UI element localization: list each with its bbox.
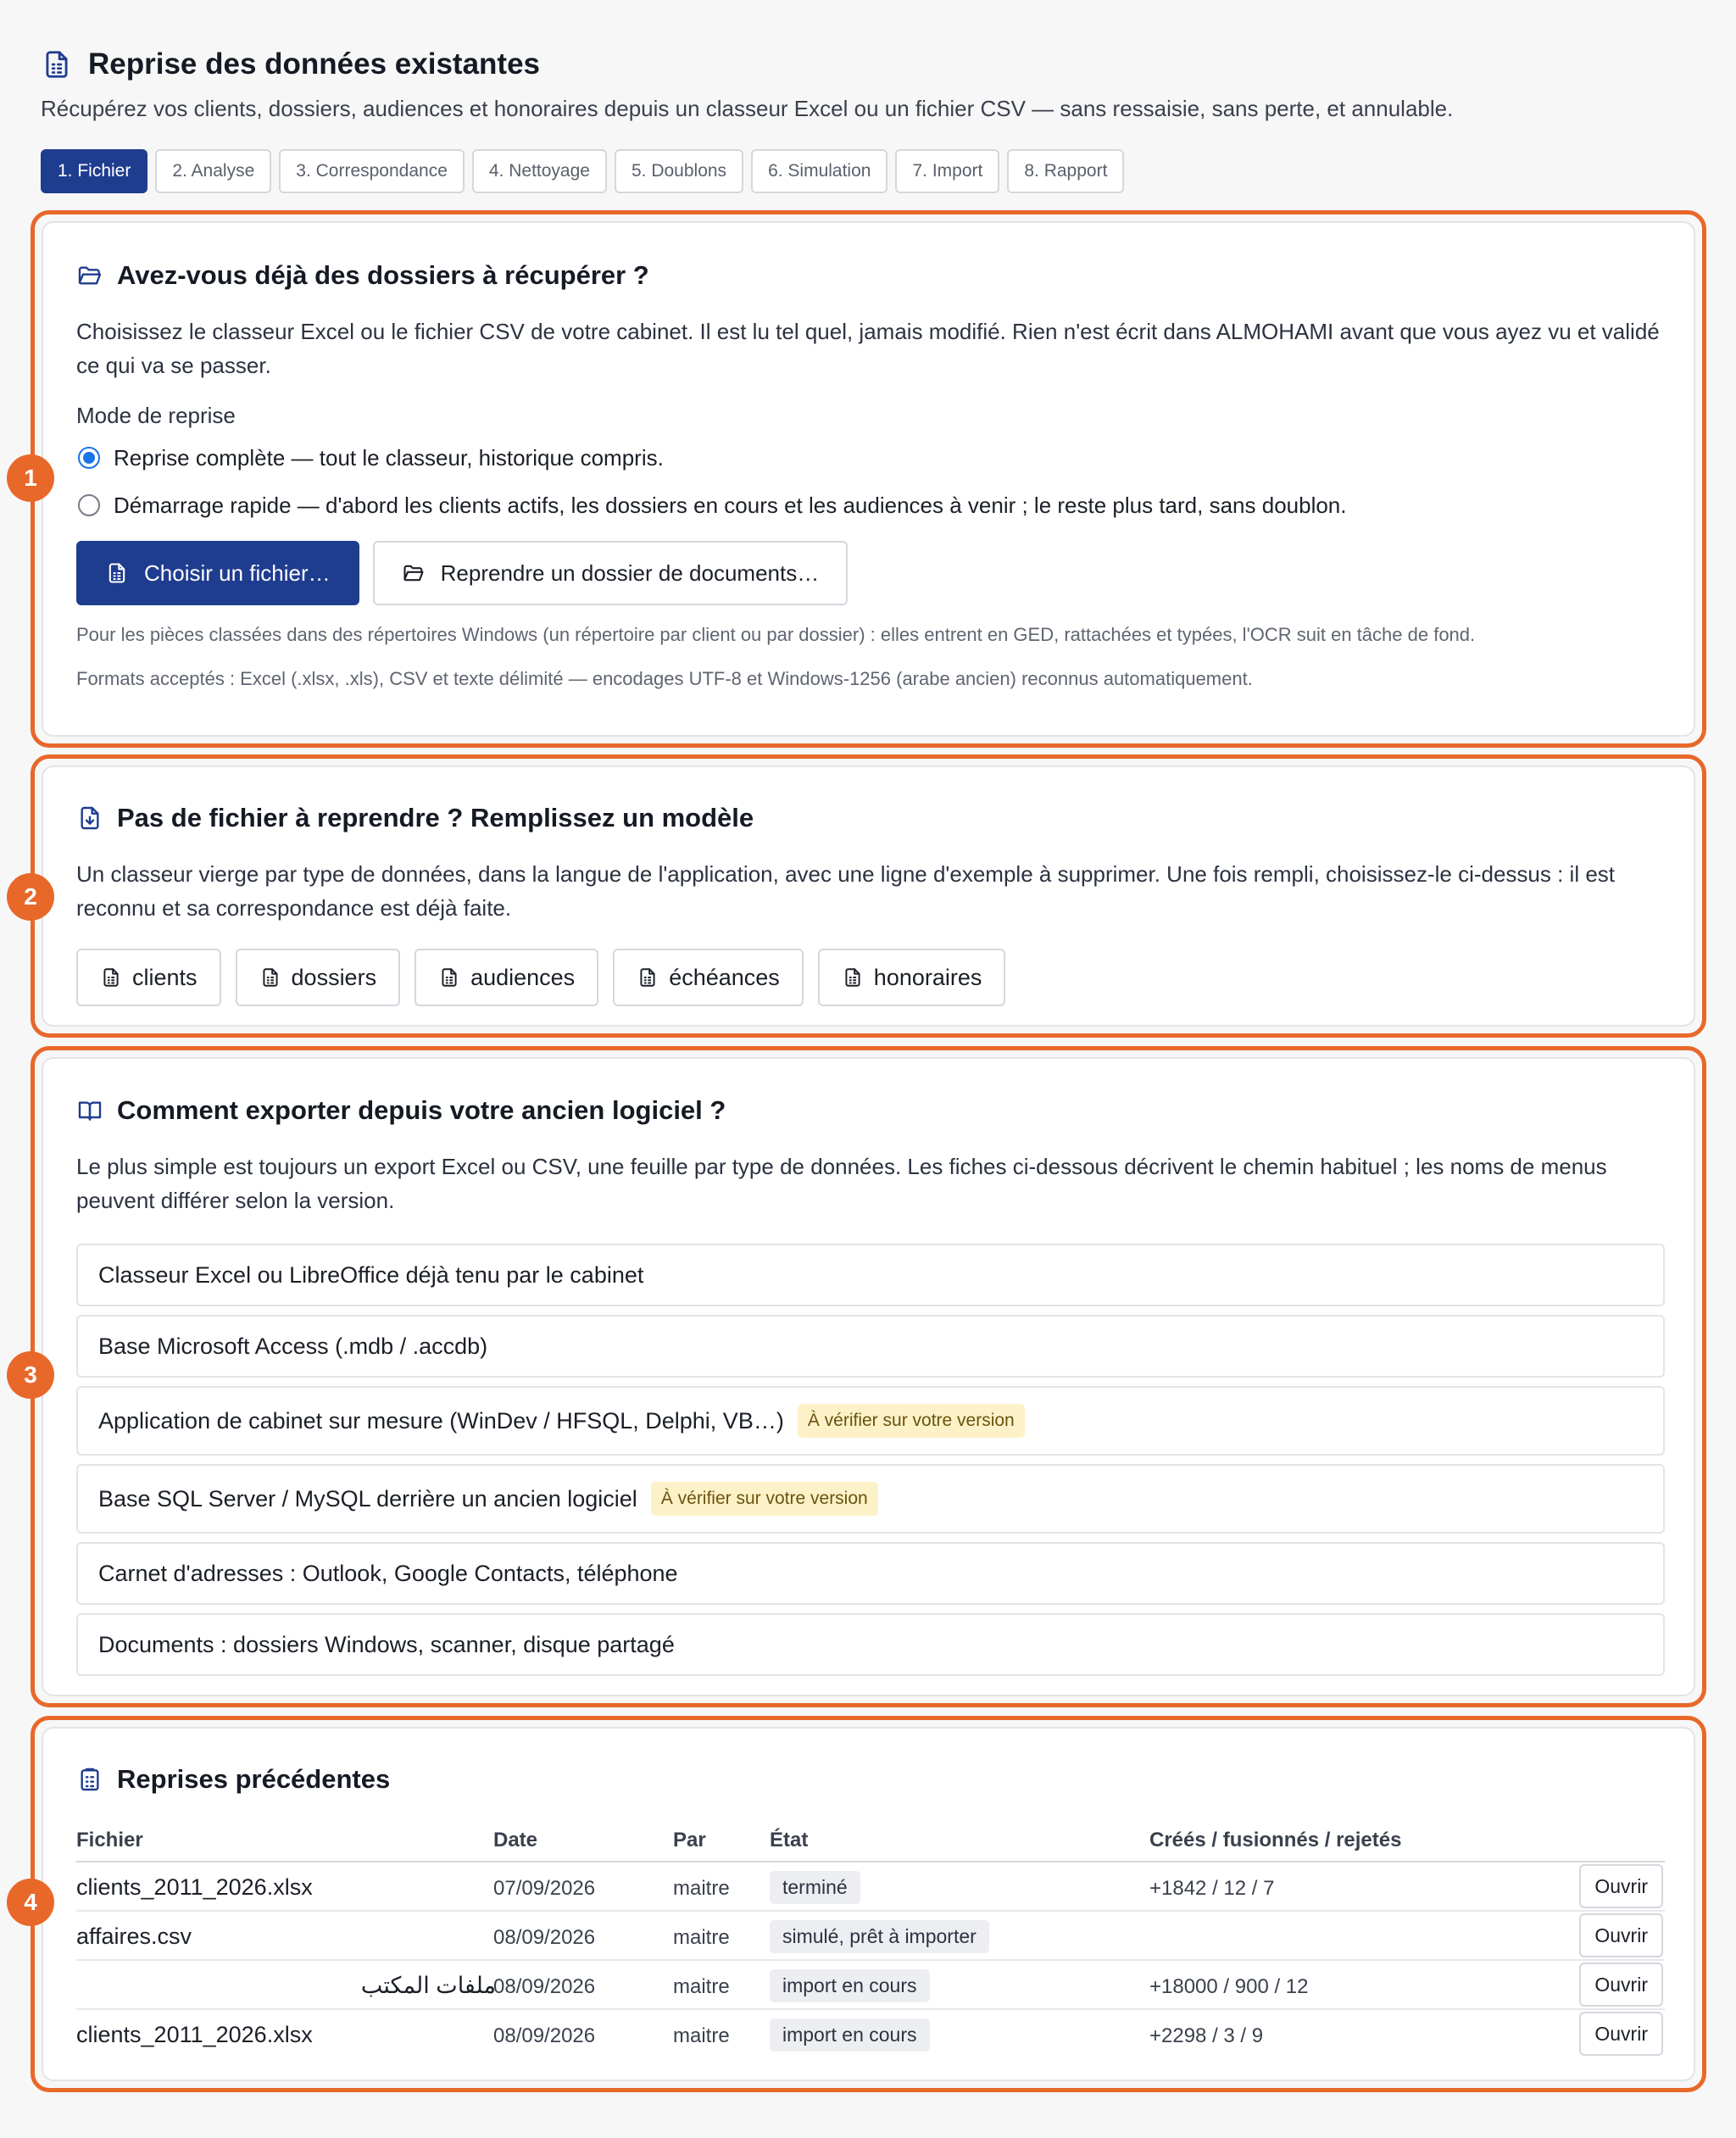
page-subtitle: Récupérez vos clients, dossiers, audiences et honoraires depuis un classeur Excel ou un fichier CSV — sans ressaisie, sans perte, et annulable.: [41, 96, 1454, 121]
open-import-button[interactable]: Ouvrir: [1579, 1864, 1663, 1908]
file-spreadsheet-icon: [842, 966, 864, 988]
section-description: Choisissez le classeur Excel ou le fichier CSV de votre cabinet. Il est lu tel quel, jamais modifié. Rien n'est écrit dans ALMOHAMI avant que vous ayez vu et validé ce qui va se passer.: [76, 319, 1660, 378]
table-cell-by: maitre: [673, 2024, 730, 2047]
tab-step-rapport[interactable]: 8. Rapport: [1007, 149, 1124, 193]
hint-formats: Formats acceptés : Excel (.xlsx, .xls), CSV et texte délimité — encodages UTF-8 et Windows-1256 (arabe ancien) reconnus automatiquement.: [76, 668, 1253, 689]
section-existing-files: [42, 221, 1695, 737]
step-tabs: [41, 149, 1124, 193]
section-title: Comment exporter depuis votre ancien logiciel ?: [117, 1095, 726, 1125]
radio-quick-label: Démarrage rapide — d'abord les clients actifs, les dossiers en cours et les audiences à venir ; le reste plus tard, sans doublon.: [114, 492, 1347, 518]
callout-badge-2: 2: [7, 873, 54, 921]
column-header-date: Date: [493, 1829, 538, 1851]
open-import-button[interactable]: Ouvrir: [1579, 1963, 1663, 2007]
export-guide-contacts[interactable]: Carnet d'adresses : Outlook, Google Contacts, téléphone: [76, 1542, 1665, 1605]
column-header-by: Par: [673, 1829, 706, 1851]
section-export-guide: [42, 1057, 1695, 1696]
section-title: Avez-vous déjà des dossiers à récupérer ?: [117, 260, 649, 290]
template-audiences-button[interactable]: audiences: [415, 949, 598, 1006]
section-export-guide-highlight: [31, 1046, 1706, 1707]
open-import-button[interactable]: Ouvrir: [1579, 2012, 1663, 2056]
export-guide-excel[interactable]: Classeur Excel ou LibreOffice déjà tenu par le cabinet: [76, 1244, 1665, 1306]
radio-full-checked[interactable]: [78, 447, 100, 469]
table-cell-file: clients_2011_2026.xlsx: [76, 2022, 313, 2047]
page-title: Reprise des données existantes: [88, 47, 540, 81]
section-description: Le plus simple est toujours un export Excel ou CSV, une feuille par type de données. Les fiches ci-dessous décrivent le chemin habituel ; les noms de menus peuvent différer selon la version.: [76, 1154, 1607, 1213]
folder-open-icon: [76, 262, 103, 289]
radio-full-label: Reprise complète — tout le classeur, historique compris.: [114, 444, 664, 470]
choose-file-button[interactable]: Choisir un fichier…: [76, 541, 359, 605]
template-clients-button[interactable]: clients: [76, 949, 221, 1006]
table-cell-date: 08/09/2026: [493, 2024, 596, 2047]
file-spreadsheet-icon: [105, 561, 129, 585]
column-header-file: Fichier: [76, 1829, 143, 1851]
callout-badge-4: 4: [7, 1879, 54, 1926]
file-spreadsheet-icon: [259, 966, 281, 988]
table-cell-file: affaires.csv: [76, 1924, 192, 1949]
section-templates: [42, 766, 1695, 1027]
tab-step-simulation[interactable]: 6. Simulation: [751, 149, 887, 193]
export-guide-sql[interactable]: Base SQL Server / MySQL derrière un ancien logiciel À vérifier sur votre version: [76, 1464, 1665, 1534]
section-previous-imports: [42, 1727, 1695, 2081]
tab-step-doublons[interactable]: 5. Doublons: [615, 149, 743, 193]
section-title: Pas de fichier à reprendre ? Remplissez un modèle: [117, 803, 754, 832]
table-cell-by: maitre: [673, 1926, 730, 1949]
export-guide-documents[interactable]: Documents : dossiers Windows, scanner, disque partagé: [76, 1613, 1665, 1676]
folder-open-icon: [402, 561, 426, 585]
file-download-icon: [76, 805, 103, 832]
section-title: Reprises précédentes: [117, 1764, 391, 1794]
table-cell-file: clients_2011_2026.xlsx: [76, 1874, 313, 1900]
resume-folder-button[interactable]: Reprendre un dossier de documents…: [373, 541, 849, 605]
status-badge: import en cours: [770, 1969, 930, 2002]
tab-step-import[interactable]: 7. Import: [895, 149, 999, 193]
table-cell-counts: +1842 / 12 / 7: [1149, 1877, 1275, 1900]
table-cell-counts: +18000 / 900 / 12: [1149, 1975, 1309, 1998]
section-templates-highlight: [31, 754, 1706, 1038]
warning-badge: À vérifier sur votre version: [651, 1482, 878, 1516]
section-previous-imports-highlight: [31, 1716, 1706, 2092]
callout-badge-3: 3: [7, 1351, 54, 1399]
callout-badge-1: 1: [7, 454, 54, 502]
file-spreadsheet-icon: [438, 966, 460, 988]
table-cell-by: maitre: [673, 1975, 730, 1998]
book-open-icon: [76, 1097, 103, 1124]
template-echeances-button[interactable]: échéances: [613, 949, 804, 1006]
warning-badge: À vérifier sur votre version: [798, 1404, 1025, 1438]
radio-option-full[interactable]: [76, 443, 1665, 473]
template-honoraires-button[interactable]: honoraires: [818, 949, 1006, 1006]
status-badge: terminé: [770, 1871, 860, 1904]
previous-imports-table: [76, 1820, 1665, 2047]
hint-folders: Pour les pièces classées dans des répertoires Windows (un répertoire par client ou par dossier) : elles entrent en GED, rattachées et typées, l'OCR suit en tâche de fond.: [76, 624, 1476, 645]
table-cell-date: 07/09/2026: [493, 1877, 596, 1900]
mode-label: Mode de reprise: [76, 403, 236, 428]
column-header-counts: Créés / fusionnés / rejetés: [1149, 1829, 1402, 1851]
table-cell-file: ملفات المكتب: [360, 1973, 496, 1998]
clipboard-list-icon: [76, 1766, 103, 1793]
status-badge: simulé, prêt à importer: [770, 1920, 989, 1953]
open-import-button[interactable]: Ouvrir: [1579, 1913, 1663, 1957]
tab-step-nettoyage[interactable]: 4. Nettoyage: [472, 149, 607, 193]
export-guide-custom-app[interactable]: Application de cabinet sur mesure (WinDev / HFSQL, Delphi, VB…) À vérifier sur votre version: [76, 1386, 1665, 1456]
column-header-state: État: [770, 1829, 809, 1851]
tab-step-fichier[interactable]: 1. Fichier: [41, 149, 147, 193]
radio-option-quick[interactable]: [76, 490, 1665, 521]
table-cell-by: maitre: [673, 1877, 730, 1900]
export-guide-access[interactable]: Base Microsoft Access (.mdb / .accdb): [76, 1315, 1665, 1378]
template-dossiers-button[interactable]: dossiers: [236, 949, 401, 1006]
file-spreadsheet-icon: [100, 966, 122, 988]
section-existing-files-highlight: [31, 210, 1706, 748]
radio-quick[interactable]: [78, 494, 100, 516]
table-cell-date: 08/09/2026: [493, 1926, 596, 1949]
table-cell-date: 08/09/2026: [493, 1975, 596, 1998]
tab-step-correspondance[interactable]: 3. Correspondance: [279, 149, 465, 193]
status-badge: import en cours: [770, 2018, 930, 2052]
section-description: Un classeur vierge par type de données, dans la langue de l'application, avec une ligne d'exemple à supprimer. Une fois rempli, choisissez-le ci-dessus : il est reconnu et sa correspondance est déjà faite.: [76, 861, 1616, 921]
table-cell-counts: +2298 / 3 / 9: [1149, 2024, 1264, 2047]
page-header: [41, 44, 1702, 124]
document-icon: [41, 48, 73, 81]
tab-step-analyse[interactable]: 2. Analyse: [155, 149, 271, 193]
file-spreadsheet-icon: [637, 966, 659, 988]
